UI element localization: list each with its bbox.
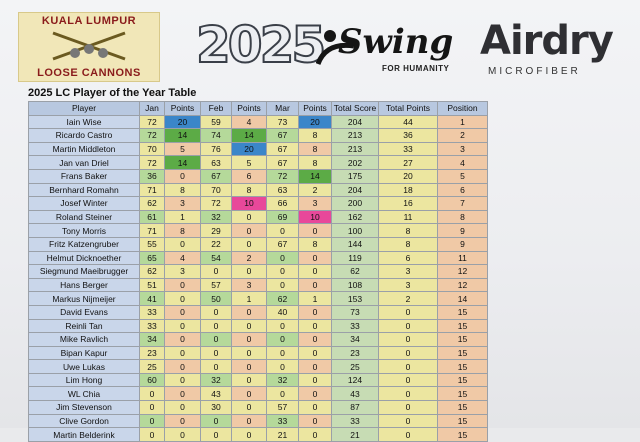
table-cell: 1: [165, 210, 201, 224]
table-cell: 0: [140, 428, 165, 442]
column-header: Points: [165, 102, 201, 116]
table-cell: 57: [201, 278, 232, 292]
table-cell: 0: [232, 319, 267, 333]
table-cell: 8: [438, 210, 488, 224]
table-cell: 0: [379, 360, 438, 374]
table-cell: 23: [332, 346, 379, 360]
table-cell: 204: [332, 115, 379, 129]
table-cell: 41: [140, 292, 165, 306]
table-cell: 72: [140, 156, 165, 170]
player-name-cell: Tony Morris: [29, 224, 140, 238]
table-cell: 30: [201, 401, 232, 415]
table-row: [29, 401, 488, 415]
table-cell: 33: [332, 319, 379, 333]
table-body: [29, 115, 488, 441]
table-cell: 0: [267, 360, 299, 374]
table-cell: 8: [379, 224, 438, 238]
player-name-cell: Clive Gordon: [29, 414, 140, 428]
table-cell: 0: [201, 414, 232, 428]
table-cell: 119: [332, 251, 379, 265]
table-cell: 200: [332, 197, 379, 211]
table-cell: 8: [232, 183, 267, 197]
table-cell: 6: [232, 169, 267, 183]
table-cell: 0: [201, 428, 232, 442]
table-cell: 25: [140, 360, 165, 374]
table-cell: 36: [379, 129, 438, 143]
table-cell: 72: [140, 129, 165, 143]
table-cell: 73: [267, 115, 299, 129]
table-cell: 0: [379, 346, 438, 360]
table-cell: 59: [201, 115, 232, 129]
player-name-cell: Fritz Katzengruber: [29, 237, 140, 251]
table-cell: 153: [332, 292, 379, 306]
table-cell: 87: [332, 401, 379, 415]
table-cell: 0: [232, 387, 267, 401]
table-cell: 10: [232, 197, 267, 211]
table-cell: 0: [232, 414, 267, 428]
table-cell: 100: [332, 224, 379, 238]
table-cell: 14: [165, 156, 201, 170]
table-cell: 0: [232, 305, 267, 319]
table-cell: 0: [232, 237, 267, 251]
table-cell: 0: [267, 224, 299, 238]
table-cell: 62: [140, 197, 165, 211]
table-cell: 124: [332, 373, 379, 387]
table-cell: 66: [267, 197, 299, 211]
table-cell: 0: [165, 373, 201, 387]
table-cell: 57: [267, 401, 299, 415]
table-row: [29, 129, 488, 143]
table-cell: 15: [438, 346, 488, 360]
table-cell: 36: [140, 169, 165, 183]
table-cell: 51: [140, 278, 165, 292]
table-row: [29, 333, 488, 347]
table-cell: 162: [332, 210, 379, 224]
table-cell: 0: [267, 319, 299, 333]
logo-top-text: KUALA LUMPUR: [41, 15, 137, 27]
table-row: [29, 292, 488, 306]
table-cell: 5: [438, 169, 488, 183]
table-cell: 0: [165, 333, 201, 347]
table-cell: 8: [299, 129, 332, 143]
table-cell: 0: [232, 210, 267, 224]
table-cell: 34: [140, 333, 165, 347]
table-cell: 63: [201, 156, 232, 170]
table-cell: 15: [438, 373, 488, 387]
table-cell: 8: [165, 224, 201, 238]
table-cell: 0: [165, 401, 201, 415]
table-cell: 0: [232, 346, 267, 360]
player-name-cell: Mike Ravlich: [29, 333, 140, 347]
table-cell: 0: [267, 278, 299, 292]
player-name-cell: Martin Belderink: [29, 428, 140, 442]
table-cell: 2: [299, 183, 332, 197]
table-cell: 3: [232, 278, 267, 292]
table-cell: 32: [201, 373, 232, 387]
swing-subtitle: FOR HUMANITY: [382, 64, 450, 73]
table-cell: 23: [140, 346, 165, 360]
table-cell: 7: [438, 197, 488, 211]
table-cell: 0: [267, 346, 299, 360]
table-cell: 15: [438, 401, 488, 415]
table-row: [29, 360, 488, 374]
table-row: [29, 210, 488, 224]
table-cell: 0: [379, 387, 438, 401]
table-cell: 16: [379, 197, 438, 211]
airdry-subtitle: MICROFIBER: [488, 66, 581, 77]
column-header: Mar: [267, 102, 299, 116]
table-cell: 0: [299, 224, 332, 238]
table-cell: 213: [332, 142, 379, 156]
table-cell: 0: [299, 387, 332, 401]
table-cell: 61: [140, 210, 165, 224]
table-cell: 50: [201, 292, 232, 306]
table-cell: 55: [140, 237, 165, 251]
player-name-cell: Roland Steiner: [29, 210, 140, 224]
player-name-cell: Helmut Dicknoether: [29, 251, 140, 265]
column-header: Jan: [140, 102, 165, 116]
table-cell: 8: [165, 183, 201, 197]
table-row: [29, 237, 488, 251]
table-cell: 0: [165, 360, 201, 374]
table-cell: 204: [332, 183, 379, 197]
table-cell: 21: [267, 428, 299, 442]
table-cell: 0: [140, 401, 165, 415]
table-cell: 14: [438, 292, 488, 306]
table-row: [29, 373, 488, 387]
table-row: [29, 387, 488, 401]
player-name-cell: Lim Hong: [29, 373, 140, 387]
logo-bottom-text: LOOSE CANNONS: [37, 67, 141, 79]
table-cell: 0: [299, 373, 332, 387]
table-cell: 70: [140, 142, 165, 156]
table-cell: 22: [201, 237, 232, 251]
table-cell: 67: [201, 169, 232, 183]
table-cell: 8: [299, 142, 332, 156]
swing-text: Swing: [338, 22, 454, 62]
table-cell: 14: [232, 129, 267, 143]
table-cell: 0: [267, 265, 299, 279]
table-cell: 3: [379, 265, 438, 279]
table-cell: 0: [232, 373, 267, 387]
player-name-cell: Markus Nijmeijer: [29, 292, 140, 306]
player-name-cell: WL Chia: [29, 387, 140, 401]
table-cell: 0: [299, 346, 332, 360]
table-cell: 0: [299, 414, 332, 428]
table-row: [29, 278, 488, 292]
table-cell: 72: [267, 169, 299, 183]
table-cell: 9: [438, 237, 488, 251]
table-cell: 0: [267, 333, 299, 347]
table-cell: 6: [379, 251, 438, 265]
player-name-cell: Bipan Kapur: [29, 346, 140, 360]
table-cell: 65: [140, 251, 165, 265]
table-cell: 144: [332, 237, 379, 251]
table-cell: 4: [165, 251, 201, 265]
table-cell: 0: [201, 319, 232, 333]
table-cell: 2: [232, 251, 267, 265]
table-cell: 0: [232, 360, 267, 374]
table-cell: 213: [332, 129, 379, 143]
table-title: 2025 LC Player of the Year Table: [28, 87, 197, 99]
table-cell: 202: [332, 156, 379, 170]
table-cell: 0: [232, 333, 267, 347]
player-of-year-table: [28, 101, 488, 442]
table-cell: 15: [438, 428, 488, 442]
table-cell: 0: [165, 319, 201, 333]
table-row: [29, 156, 488, 170]
table-cell: 5: [165, 142, 201, 156]
table-cell: 15: [438, 333, 488, 347]
table-cell: 44: [379, 115, 438, 129]
table-cell: 15: [438, 360, 488, 374]
player-name-cell: Hans Berger: [29, 278, 140, 292]
table-cell: 3: [299, 197, 332, 211]
table-cell: 67: [267, 142, 299, 156]
table-cell: 14: [299, 169, 332, 183]
kuala-lumpur-loose-cannons-logo: [18, 12, 160, 82]
table-cell: 33: [140, 319, 165, 333]
table-cell: 29: [201, 224, 232, 238]
table-cell: 0: [379, 428, 438, 442]
player-name-cell: Martin Middleton: [29, 142, 140, 156]
table-cell: 5: [232, 156, 267, 170]
table-cell: 9: [438, 224, 488, 238]
table-cell: 1: [438, 115, 488, 129]
table-cell: 11: [379, 210, 438, 224]
table-cell: 62: [267, 292, 299, 306]
table-cell: 0: [140, 387, 165, 401]
table-cell: 27: [379, 156, 438, 170]
table-cell: 0: [267, 251, 299, 265]
player-name-cell: Josef Winter: [29, 197, 140, 211]
table-row: [29, 197, 488, 211]
column-header: Position: [438, 102, 488, 116]
table-cell: 18: [379, 183, 438, 197]
column-header: Player: [29, 102, 140, 116]
table-cell: 67: [267, 129, 299, 143]
table-cell: 34: [332, 333, 379, 347]
table-cell: 54: [201, 251, 232, 265]
player-name-cell: Reinli Tan: [29, 319, 140, 333]
table-cell: 0: [299, 428, 332, 442]
table-cell: 43: [201, 387, 232, 401]
table-cell: 33: [332, 414, 379, 428]
table-cell: 4: [438, 156, 488, 170]
table-cell: 33: [267, 414, 299, 428]
airdry-logo: Airdry: [480, 18, 613, 64]
table-row: [29, 319, 488, 333]
table-cell: 0: [232, 265, 267, 279]
table-row: [29, 305, 488, 319]
swing-logo: [316, 22, 476, 74]
table-cell: 76: [201, 142, 232, 156]
table-cell: 0: [299, 278, 332, 292]
table-cell: 32: [201, 210, 232, 224]
table-cell: 0: [201, 265, 232, 279]
column-header: Total Score: [332, 102, 379, 116]
player-name-cell: Jan van Driel: [29, 156, 140, 170]
table-cell: 3: [438, 142, 488, 156]
table-cell: 8: [379, 237, 438, 251]
player-name-cell: Uwe Lukas: [29, 360, 140, 374]
table-cell: 0: [165, 346, 201, 360]
player-name-cell: Bernhard Romahn: [29, 183, 140, 197]
table-cell: 8: [299, 156, 332, 170]
table-cell: 0: [232, 428, 267, 442]
table-cell: 70: [201, 183, 232, 197]
table-cell: 0: [165, 428, 201, 442]
table-cell: 0: [379, 305, 438, 319]
table-cell: 0: [165, 278, 201, 292]
table-cell: 72: [201, 197, 232, 211]
table-cell: 0: [232, 224, 267, 238]
table-cell: 0: [201, 346, 232, 360]
table-cell: 0: [299, 360, 332, 374]
table-cell: 62: [140, 265, 165, 279]
table-cell: 0: [299, 251, 332, 265]
table-cell: 0: [379, 414, 438, 428]
table-cell: 72: [140, 115, 165, 129]
table-cell: 0: [201, 305, 232, 319]
table-cell: 8: [299, 237, 332, 251]
table-cell: 21: [332, 428, 379, 442]
table-row: [29, 414, 488, 428]
table-cell: 0: [201, 333, 232, 347]
table-cell: 108: [332, 278, 379, 292]
year-logo: 2025: [196, 16, 324, 74]
table-cell: 67: [267, 237, 299, 251]
table-cell: 20: [379, 169, 438, 183]
table-cell: 2: [379, 292, 438, 306]
table-cell: 0: [299, 319, 332, 333]
table-row: [29, 115, 488, 129]
table-cell: 0: [140, 414, 165, 428]
table-cell: 25: [332, 360, 379, 374]
player-name-cell: Iain Wise: [29, 115, 140, 129]
table-cell: 67: [267, 156, 299, 170]
player-name-cell: Frans Baker: [29, 169, 140, 183]
table-cell: 71: [140, 224, 165, 238]
table-cell: 12: [438, 278, 488, 292]
table-cell: 0: [379, 373, 438, 387]
table-cell: 0: [299, 333, 332, 347]
table-row: [29, 251, 488, 265]
table-cell: 71: [140, 183, 165, 197]
table-row: [29, 265, 488, 279]
column-header: Points: [232, 102, 267, 116]
table-cell: 20: [232, 142, 267, 156]
table-row: [29, 169, 488, 183]
table-cell: 62: [332, 265, 379, 279]
table-cell: 15: [438, 414, 488, 428]
table-cell: 15: [438, 387, 488, 401]
table-row: [29, 346, 488, 360]
table-cell: 33: [140, 305, 165, 319]
table-header-row: [29, 102, 488, 116]
table-cell: 73: [332, 305, 379, 319]
table-cell: 0: [379, 319, 438, 333]
table-cell: 69: [267, 210, 299, 224]
table-cell: 2: [438, 129, 488, 143]
table-cell: 12: [438, 265, 488, 279]
table-cell: 11: [438, 251, 488, 265]
table-cell: 14: [165, 129, 201, 143]
table-cell: 3: [379, 278, 438, 292]
column-header: Total Points: [379, 102, 438, 116]
table-cell: 0: [201, 360, 232, 374]
table-cell: 15: [438, 305, 488, 319]
table-cell: 1: [299, 292, 332, 306]
table-cell: 63: [267, 183, 299, 197]
column-header: Feb: [201, 102, 232, 116]
table-cell: 0: [232, 401, 267, 415]
table-cell: 43: [332, 387, 379, 401]
table-cell: 40: [267, 305, 299, 319]
table-cell: 0: [379, 401, 438, 415]
table-cell: 0: [165, 305, 201, 319]
table-cell: 15: [438, 319, 488, 333]
table-cell: 0: [267, 387, 299, 401]
table-cell: 3: [165, 197, 201, 211]
column-header: Points: [299, 102, 332, 116]
player-name-cell: David Evans: [29, 305, 140, 319]
table-cell: 33: [379, 142, 438, 156]
player-name-cell: Ricardo Castro: [29, 129, 140, 143]
table-row: [29, 183, 488, 197]
table-cell: 0: [299, 401, 332, 415]
table-cell: 20: [299, 115, 332, 129]
table-cell: 0: [165, 387, 201, 401]
player-name-cell: Jim Stevenson: [29, 401, 140, 415]
table-cell: 0: [165, 169, 201, 183]
table-row: [29, 428, 488, 442]
table-cell: 0: [165, 414, 201, 428]
crossed-cannons-icon: [49, 29, 129, 63]
table-row: [29, 142, 488, 156]
table-cell: 10: [299, 210, 332, 224]
table-cell: 1: [232, 292, 267, 306]
table-cell: 74: [201, 129, 232, 143]
table-row: [29, 224, 488, 238]
table-cell: 3: [165, 265, 201, 279]
table-cell: 32: [267, 373, 299, 387]
table-cell: 60: [140, 373, 165, 387]
table-cell: 20: [165, 115, 201, 129]
table-cell: 0: [299, 265, 332, 279]
table-cell: 4: [232, 115, 267, 129]
table-cell: 6: [438, 183, 488, 197]
table-cell: 0: [165, 292, 201, 306]
player-name-cell: Siegmund Maeibrugger: [29, 265, 140, 279]
table-cell: 0: [165, 237, 201, 251]
table-cell: 175: [332, 169, 379, 183]
table-cell: 0: [299, 305, 332, 319]
table-cell: 0: [379, 333, 438, 347]
